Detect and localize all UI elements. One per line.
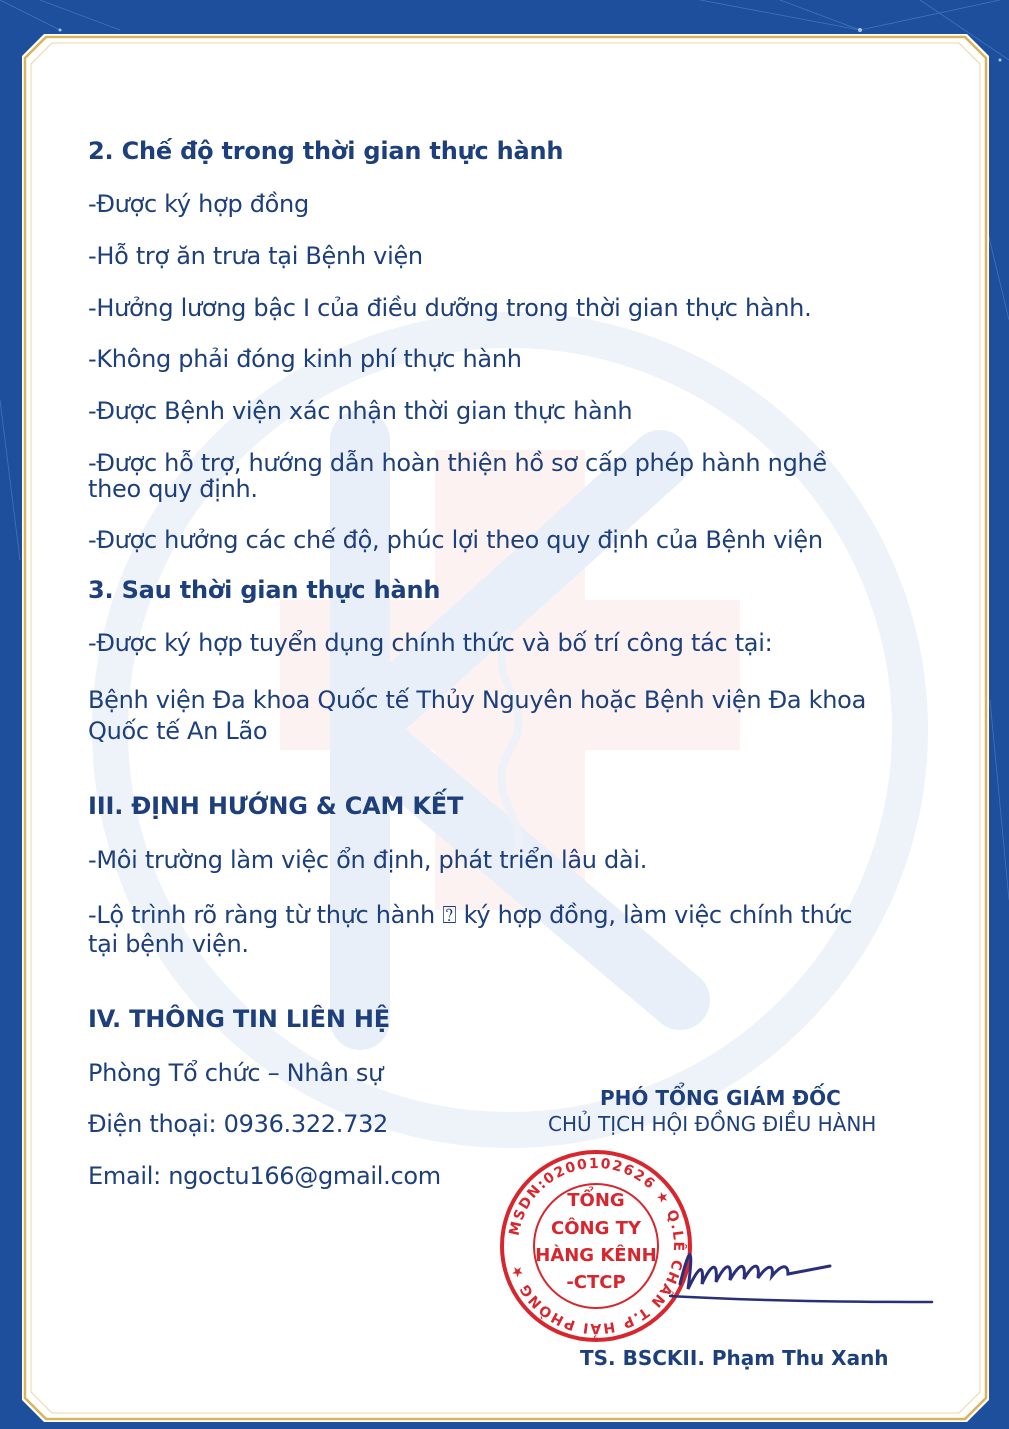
contact-phone[interactable]: Điện thoại: 0936.322.732: [88, 1110, 389, 1138]
contact-email[interactable]: Email: ngoctu166@gmail.com: [88, 1162, 441, 1190]
list-item: -Lộ trình rõ ràng từ thực hành ⍰ ký hợp đồng, làm việc chính thức: [88, 901, 853, 929]
list-item: -Môi trường làm việc ổn định, phát triển lâu dài.: [88, 846, 648, 874]
handwritten-signature: [660, 1234, 940, 1314]
list-item: -Không phải đóng kinh phí thực hành: [88, 345, 522, 373]
list-item-continuation: Quốc tế An Lão: [88, 717, 268, 745]
contact-department: Phòng Tổ chức – Nhân sự: [88, 1059, 384, 1087]
list-item: -Hỗ trợ ăn trưa tại Bệnh viện: [88, 242, 423, 270]
seal-center-line: TỔNG: [567, 1190, 625, 1211]
section-heading-practice-benefits: 2. Chế độ trong thời gian thực hành: [88, 137, 564, 165]
list-item: -Hưởng lương bậc I của điều dưỡng trong thời gian thực hành.: [88, 294, 812, 322]
seal-center-line: CÔNG TY: [551, 1218, 641, 1239]
list-item-continuation: tại bệnh viện.: [88, 930, 249, 958]
list-item: Bệnh viện Đa khoa Quốc tế Thủy Nguyên hoặc Bệnh viện Đa khoa: [88, 686, 866, 714]
section-heading-orientation: III. ĐỊNH HƯỚNG & CAM KẾT: [88, 792, 464, 820]
list-item-continuation: theo quy định.: [88, 475, 258, 503]
list-item: -Được Bệnh viện xác nhận thời gian thực hành: [88, 397, 633, 425]
list-item: -Được hưởng các chế độ, phúc lợi theo quy định của Bệnh viện: [88, 526, 823, 554]
list-item: -Được ký hợp đồng: [88, 190, 309, 218]
signatory-title-line2: CHỦ TỊCH HỘI ĐỒNG ĐIỀU HÀNH: [548, 1112, 877, 1136]
seal-center-line: HÀNG KÊNH: [535, 1245, 657, 1266]
section-heading-contact: IV. THÔNG TIN LIÊN HỆ: [88, 1005, 390, 1033]
signatory-name: TS. BSCKII. Phạm Thu Xanh: [580, 1346, 889, 1370]
seal-center-line: -CTCP: [566, 1272, 626, 1293]
seal-ring-text: MSDN:0200102626 ★ Q.LÊ CHÂN T.P HẢI PHÒNG ★: [506, 1155, 687, 1337]
list-item: -Được hỗ trợ, hướng dẫn hoàn thiện hồ sơ cấp phép hành nghề: [88, 449, 827, 477]
list-item: -Được ký hợp tuyển dụng chính thức và bố trí công tác tại:: [88, 629, 773, 657]
signatory-title-line1: PHÓ TỔNG GIÁM ĐỐC: [600, 1086, 841, 1110]
section-heading-after-practice: 3. Sau thời gian thực hành: [88, 576, 441, 604]
